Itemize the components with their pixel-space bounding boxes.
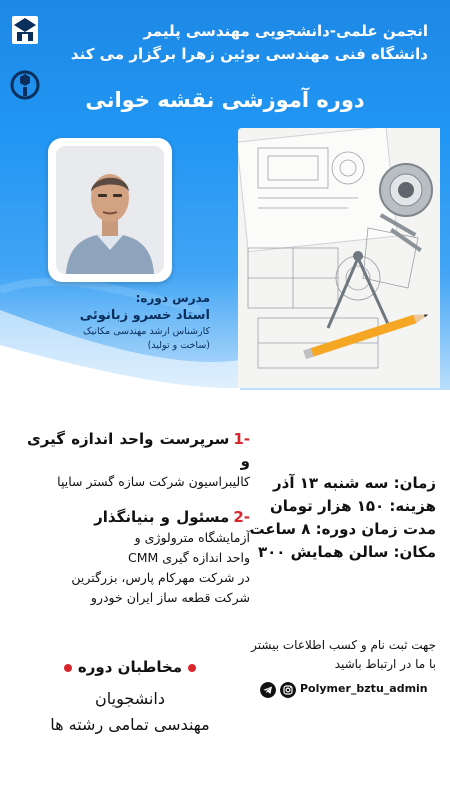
resume-item-2-number: -2 [233, 508, 250, 526]
audience-line-1: دانشجویان [95, 689, 165, 708]
audience-section [30, 656, 230, 738]
resume-item-2-heading [14, 506, 250, 528]
telegram-icon[interactable] [260, 682, 276, 698]
resume-item-1-number: -1 [233, 430, 250, 448]
event-place: مکان: سالن همایش ۳۰۰ [257, 543, 436, 561]
instagram-icon[interactable] [280, 682, 296, 698]
resume-item-1-title: سرپرست واحد اندازه گیری و [27, 430, 250, 470]
bullet-dot [188, 664, 196, 672]
course-title: دوره آموزشی نقشه خوانی [85, 88, 365, 112]
resume-item-2-line: شرکت قطعه ساز ایران خودرو [90, 590, 250, 605]
event-duration: مدت زمان دوره: ۸ ساعت [249, 520, 436, 538]
social-links [258, 680, 428, 702]
audience-heading-text: مخاطبان دوره [77, 658, 183, 676]
event-details [246, 472, 436, 564]
audience-heading [30, 656, 230, 678]
organizer-line-1: انجمن علمی-دانشجویی مهندسی پلیمر [143, 22, 428, 40]
instructor-photo-frame [48, 138, 172, 282]
social-handle[interactable]: Polymer_bztu_admin [300, 682, 428, 695]
bullet-dot [64, 664, 72, 672]
university-logo-icon [10, 14, 40, 46]
instructor-name: استاد خسرو زبانوئی [79, 308, 210, 323]
instructor-info [40, 290, 210, 353]
resume-item-2-title: مسئول و بنیانگذار [94, 508, 230, 526]
event-time: زمان: سه شنبه ۱۳ آذر [273, 474, 436, 492]
organizer-text [68, 20, 428, 66]
instructor-credential-specialty: (ساخت و تولید) [147, 340, 210, 351]
instructor-label: مدرس دوره: [135, 291, 210, 305]
contact-info [236, 636, 436, 674]
organizer-line-2: دانشگاه فنی مهندسی بوئین زهرا برگزار می کند [70, 45, 428, 63]
instructor-photo [56, 146, 164, 274]
blueprint-image [238, 128, 440, 388]
resume-item-2-line: آزمایشگاه مترولوژی و [134, 530, 250, 545]
audience-line-2: مهندسی تمامی رشته ها [50, 715, 210, 734]
event-cost: هزینه: ۱۵۰ هزار تومان [270, 497, 436, 515]
contact-line-2: با ما در ارتباط باشید [334, 657, 436, 671]
resume-item-2-line: واحد اندازه گیری CMM [127, 550, 250, 565]
resume-item-1-heading [14, 428, 250, 472]
instructor-resume [14, 428, 250, 608]
instructor-credential: کارشناس ارشد مهندسی مکانیک [83, 326, 210, 337]
contact-line-1: جهت ثبت نام و کسب اطلاعات بیشتر [251, 638, 436, 652]
resume-item-2-line: در شرکت مهرکام پارس، بزرگترین [71, 570, 250, 585]
resume-item-1-detail: کالیبراسیون شرکت سازه گستر سایپا [57, 474, 250, 489]
